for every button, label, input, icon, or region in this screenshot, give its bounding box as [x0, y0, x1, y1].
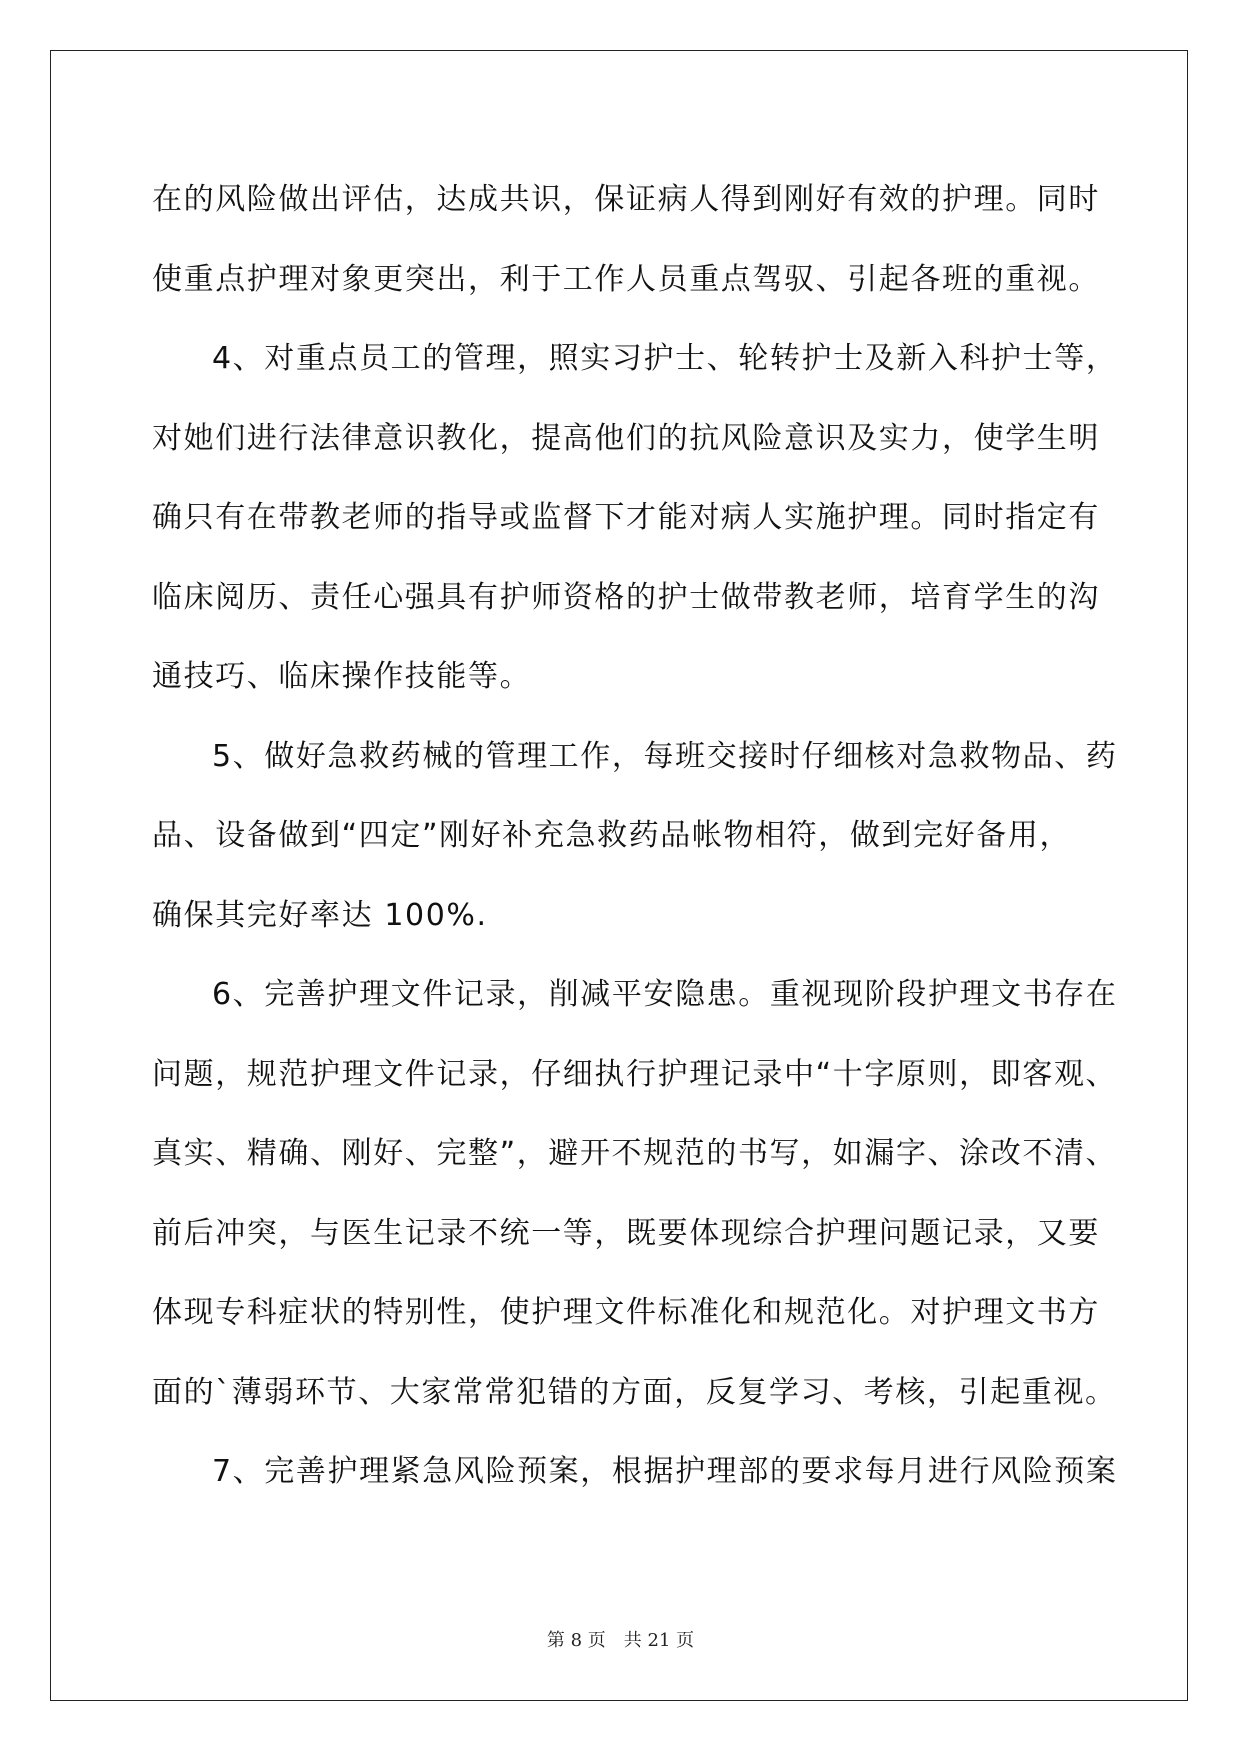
paragraph-5-start: 5、做好急救药械的管理工作，每班交接时仔细核对急救物品、药	[212, 738, 1118, 774]
page-number: 第 8 页	[546, 1630, 606, 1651]
paragraph-4-start: 4、对重点员工的管理，照实习护士、轮转护士及新入科护士等，	[212, 341, 1118, 376]
text-line: 品、设备做到“四定”刚好补充急救药品帐物相符，做到完好备用，	[152, 818, 1072, 853]
paragraph-7-start: 7、完善护理紧急风险预案，根据护理部的要求每月进行风险预案	[212, 1454, 1118, 1489]
text-line: 通技巧、临床操作技能等。	[152, 659, 532, 694]
page-total: 共 21 页	[623, 1630, 695, 1651]
text-line: 确只有在带教老师的指导或监督下才能对病人实施护理。同时指定有	[152, 500, 1100, 535]
page-footer	[0, 1626, 1241, 1652]
text-line: 对她们进行法律意识教化，提高他们的抗风险意识及实力，使学生明	[152, 420, 1100, 456]
paragraph-6-start: 6、完善护理文件记录，削减平安隐患。重视现阶段护理文书存在	[212, 977, 1118, 1012]
text-line: 确保其完好率达 100%.	[152, 897, 488, 933]
document-body	[152, 160, 1118, 1512]
text-line: 真实、精确、刚好、完整”，避开不规范的书写，如漏字、涂改不清、	[152, 1136, 1118, 1171]
text-line: 在的风险做出评估，达成共识，保证病人得到刚好有效的护理。同时	[152, 182, 1100, 217]
text-line: 问题，规范护理文件记录，仔细执行护理记录中“十字原则，即客观、	[152, 1056, 1118, 1092]
text-line: 前后冲突，与医生记录不统一等，既要体现综合护理问题记录，又要	[152, 1215, 1100, 1251]
text-line: 面的`薄弱环节、大家常常犯错的方面，反复学习、考核，引起重视。	[152, 1374, 1117, 1410]
text-line: 使重点护理对象更突出，利于工作人员重点驾驭、引起各班的重视。	[152, 261, 1100, 297]
text-line: 体现专科症状的特别性，使护理文件标准化和规范化。对护理文书方	[152, 1295, 1100, 1330]
text-line: 临床阅历、责任心强具有护师资格的护士做带教老师，培育学生的沟	[152, 579, 1100, 615]
